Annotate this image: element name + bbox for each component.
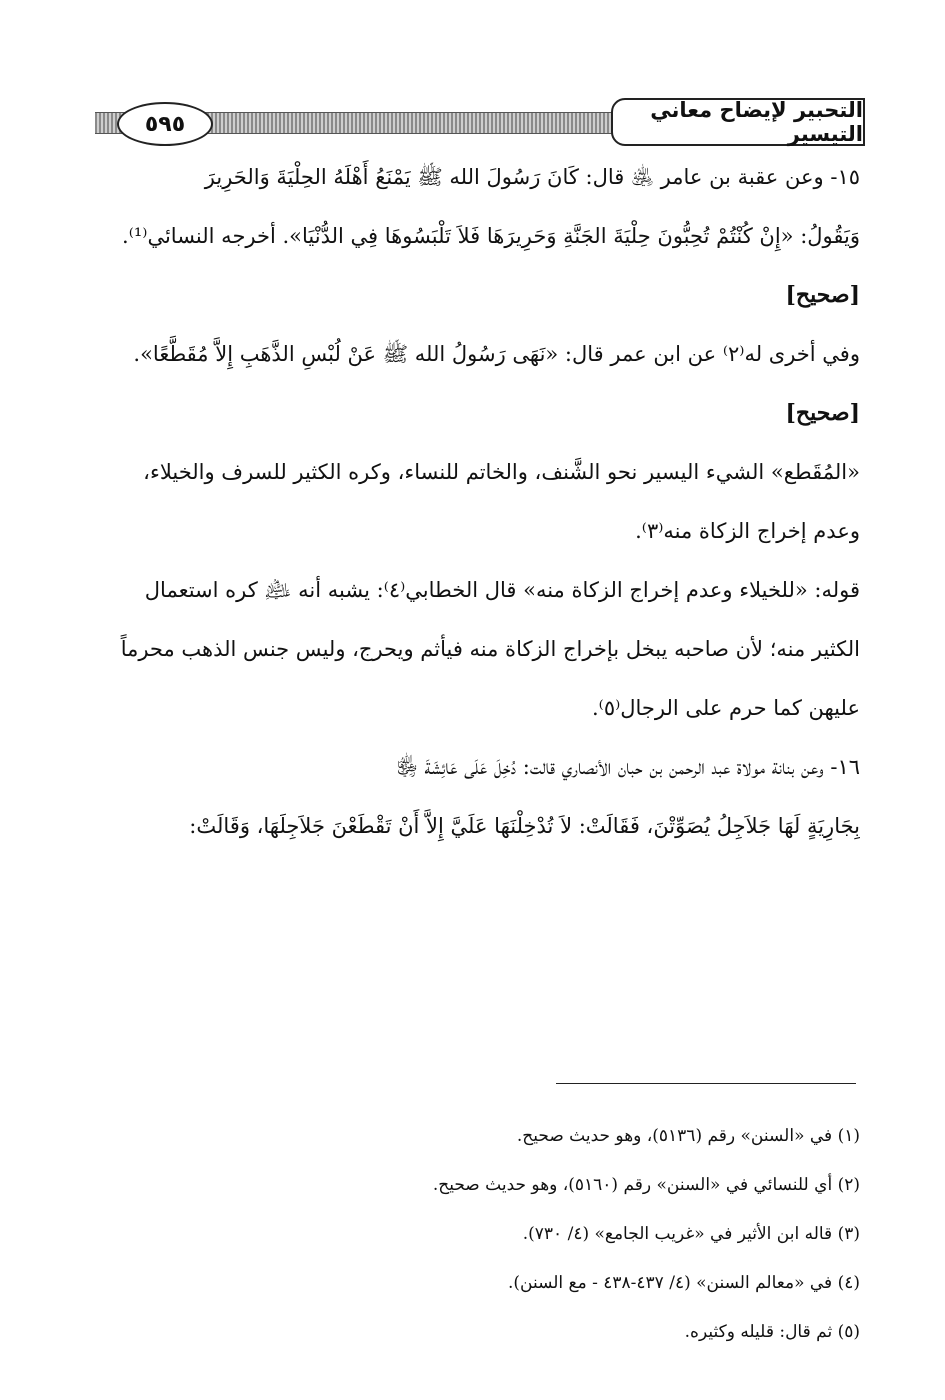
text-line: ١٦- وعن بنانة مولاة عبد الرحمن بن حبان الأنصاري قالت: دُخِلَ عَلَى عَائِشَةَ ﵂ — [396, 755, 860, 779]
grade-tag: [صحيح] — [785, 282, 860, 308]
text-line: عليهن كما حرم على الرجال⁽٥⁾. — [591, 696, 860, 720]
text-line: وفي أخرى له⁽٢⁾ عن ابن عمر قال: «نَهَى رَسُولُ الله ﷺ عَنْ لُبْسِ الذَّهَبِ إِلاَّ مُقَطَّعًا». — [133, 342, 860, 366]
commentary-paragraph — [90, 561, 860, 738]
variant-narration — [90, 325, 860, 443]
text-line: ١٥- وعن عقبة بن عامر ﵁ قال: كَانَ رَسُولَ الله ﷺ يَمْنَعُ أَهْلَهُ الحِلْيَةَ وَالحَرِيرَ — [204, 165, 860, 189]
hadith-16 — [90, 738, 860, 856]
text-line: وعدم إخراج الزكاة منه⁽٣⁾. — [635, 519, 860, 543]
text-line: بِجَارِيَةٍ لَهَا جَلاَجِلُ يُصَوِّتْنَ، فَقَالَتْ: لاَ تُدْخِلْنَهَا عَلَيَّ إِلاَّ أَنْ تَقْطَعْنَ جَلاَجِلَهَا، وَقَالَتْ: — [189, 814, 860, 838]
page-header — [95, 98, 865, 148]
main-text — [90, 148, 860, 856]
grade-tag: [صحيح] — [785, 400, 860, 426]
footnote-3: (٣) قاله ابن الأثير في «غريب الجامع» (٤/ ٧٣٠). — [522, 1224, 860, 1244]
footnote-separator — [556, 1083, 856, 1084]
page-number: ٥٩٥ — [117, 102, 213, 146]
text-line: «المُقَطع» الشيء اليسير نحو الشَّنف، والخاتم للنساء، وكره الكثير للسرف والخيلاء، — [143, 460, 860, 484]
footnote-4: (٤) في «معالم السنن» (٤/ ٤٣٧-٤٣٨ - مع السنن). — [507, 1273, 860, 1293]
text-line: الكثير منه؛ لأن صاحبه يبخل بإخراج الزكاة منه فيأثم ويحرج، وليس جنس الذهب محرماً — [120, 637, 860, 661]
text-line: وَيَقُولُ: «إِنْ كُنْتُمْ تُحِبُّونَ حِلْيَةَ الجَنَّةِ وَحَرِيرَهَا فَلاَ تَلْبَسُوهَا فِي الدُّنْيَا». أخرجه النسائي⁽¹⁾. — [122, 224, 860, 248]
footnote-2: (٢) أي للنسائي في «السنن» رقم (٥١٦٠)، وهو حديث صحيح. — [432, 1175, 860, 1195]
text-line: قوله: «للخيلاء وعدم إخراج الزكاة منه» قال الخطابي⁽٤⁾: يشبه أنه ﵇ كره استعمال — [144, 578, 860, 602]
book-title: التحبير لإيضاح معاني التيسير — [611, 98, 865, 146]
explanation-paragraph — [90, 443, 860, 561]
footnotes — [90, 1112, 860, 1357]
footnote-5: (٥) ثم قال: قليله وكثيره. — [684, 1322, 860, 1342]
hadith-15 — [90, 148, 860, 325]
footnote-1: (١) في «السنن» رقم (٥١٣٦)، وهو حديث صحيح. — [516, 1126, 860, 1146]
